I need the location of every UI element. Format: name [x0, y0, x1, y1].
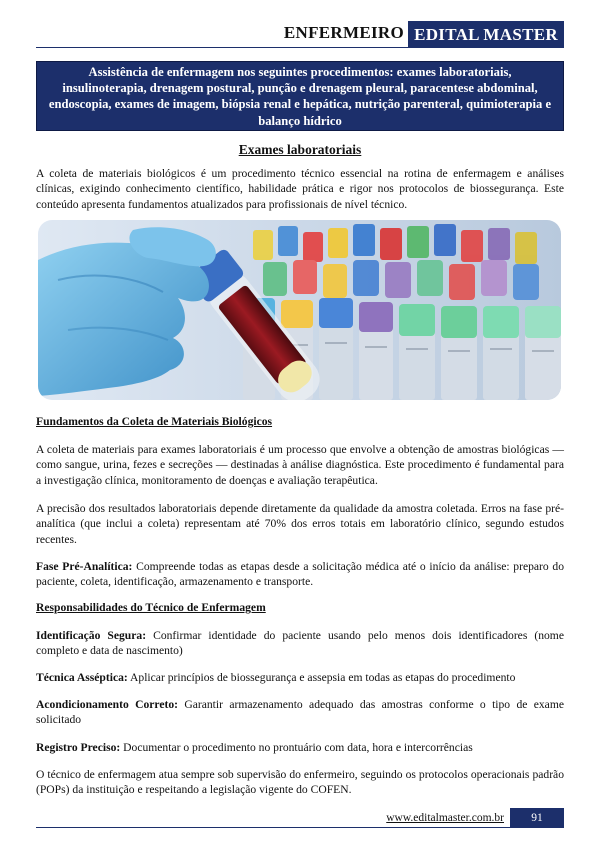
header-section-label: ENFERMEIRO: [283, 23, 404, 42]
responsibility-label: Identificação Segura:: [36, 629, 147, 642]
page-header: [36, 21, 564, 48]
intro-paragraph: A coleta de materiais biológicos é um procedimento técnico essencial na rotina de enfermagem e análises clínicas, exigindo conhecimento científico, habilidade prática e rigor nos protocolos de biossegurança. Este conteúdo apresenta fundamentos atualizados para profissionais de nível técnico.: [36, 167, 564, 211]
responsibility-item: [36, 740, 564, 755]
fase-pre-analitica-label: Fase Pré-Analítica:: [36, 560, 133, 573]
footer-website-link[interactable]: www.editalmaster.com.br: [386, 812, 504, 824]
responsibility-text: Documentar o procedimento no prontuário com data, hora e intercorrências: [120, 741, 473, 754]
fase-pre-analitica-text: Compreende todas as etapas desde a solicitação médica até o início da análise: preparo do paciente, coleta, identificação, armazenamento e transporte.: [36, 560, 564, 589]
fundamentos-paragraph-1: A coleta de materiais para exames laboratoriais é um processo que envolve a obtenção de amostras biológicas — como sangue, urina, fezes e secreções — destinadas à análise diagnóstica. Este procedimento é fundamental para a investigação clínica, monitoramento de doenças e avaliação terapêutica.: [36, 443, 564, 487]
fase-pre-analitica-paragraph: [36, 559, 564, 590]
gloved-hand-blood-tube-image: [38, 220, 561, 400]
header-rule: [36, 47, 564, 48]
lab-tubes-photo: [38, 220, 561, 400]
responsibility-label: Técnica Asséptica:: [36, 671, 128, 684]
responsibility-item: [36, 670, 564, 685]
fundamentos-paragraph-2: A precisão dos resultados laboratoriais depende diretamente da qualidade da amostra coletada. Erros na fase pré-analítica (que inclui a coleta) representam até 70% dos erros totais em laboratório clínico, segundo estudos recentes.: [36, 502, 564, 546]
footer-rule: [36, 827, 564, 828]
responsibility-item: [36, 697, 564, 728]
responsibility-text: Aplicar princípios de biossegurança e assepsia em todas as etapas do procedimento: [127, 671, 516, 684]
responsibility-item: [36, 628, 564, 659]
fundamentos-heading: Fundamentos da Coleta de Materiais Biológicos: [36, 415, 273, 428]
responsibility-text: Garantir armazenamento adequado das amostras conforme o tipo de exame solicitado: [36, 698, 564, 727]
responsibility-label: Acondicionamento Correto:: [36, 698, 179, 711]
page-footer: [36, 808, 564, 828]
closing-paragraph: O técnico de enfermagem atua sempre sob supervisão do enfermeiro, seguindo os protocolos operacionais padrão (POPs) da instituição e respeitando a legislação vigente do COFEN.: [36, 768, 564, 797]
page-number: 91: [510, 808, 564, 828]
responsibility-label: Registro Preciso:: [36, 741, 121, 754]
header-brand-box: EDITAL MASTER: [408, 21, 564, 48]
topic-banner: Assistência de enfermagem nos seguintes procedimentos: exames laboratoriais, insulinoterapia, drenagem postural, punção e drenagem pleural, paracentese abdominal, endoscopia, exames de imagem, biópsia renal e hepática, nutrição parenteral, quimioterapia e balanço hídrico: [36, 61, 564, 131]
section-title: Exames laboratoriais: [238, 142, 362, 157]
responsibility-text: Confirmar identidade do paciente usando pelo menos dois identificadores (nome completo e data de nascimento): [36, 629, 564, 658]
responsabilidades-heading: Responsabilidades do Técnico de Enfermagem: [36, 601, 266, 614]
